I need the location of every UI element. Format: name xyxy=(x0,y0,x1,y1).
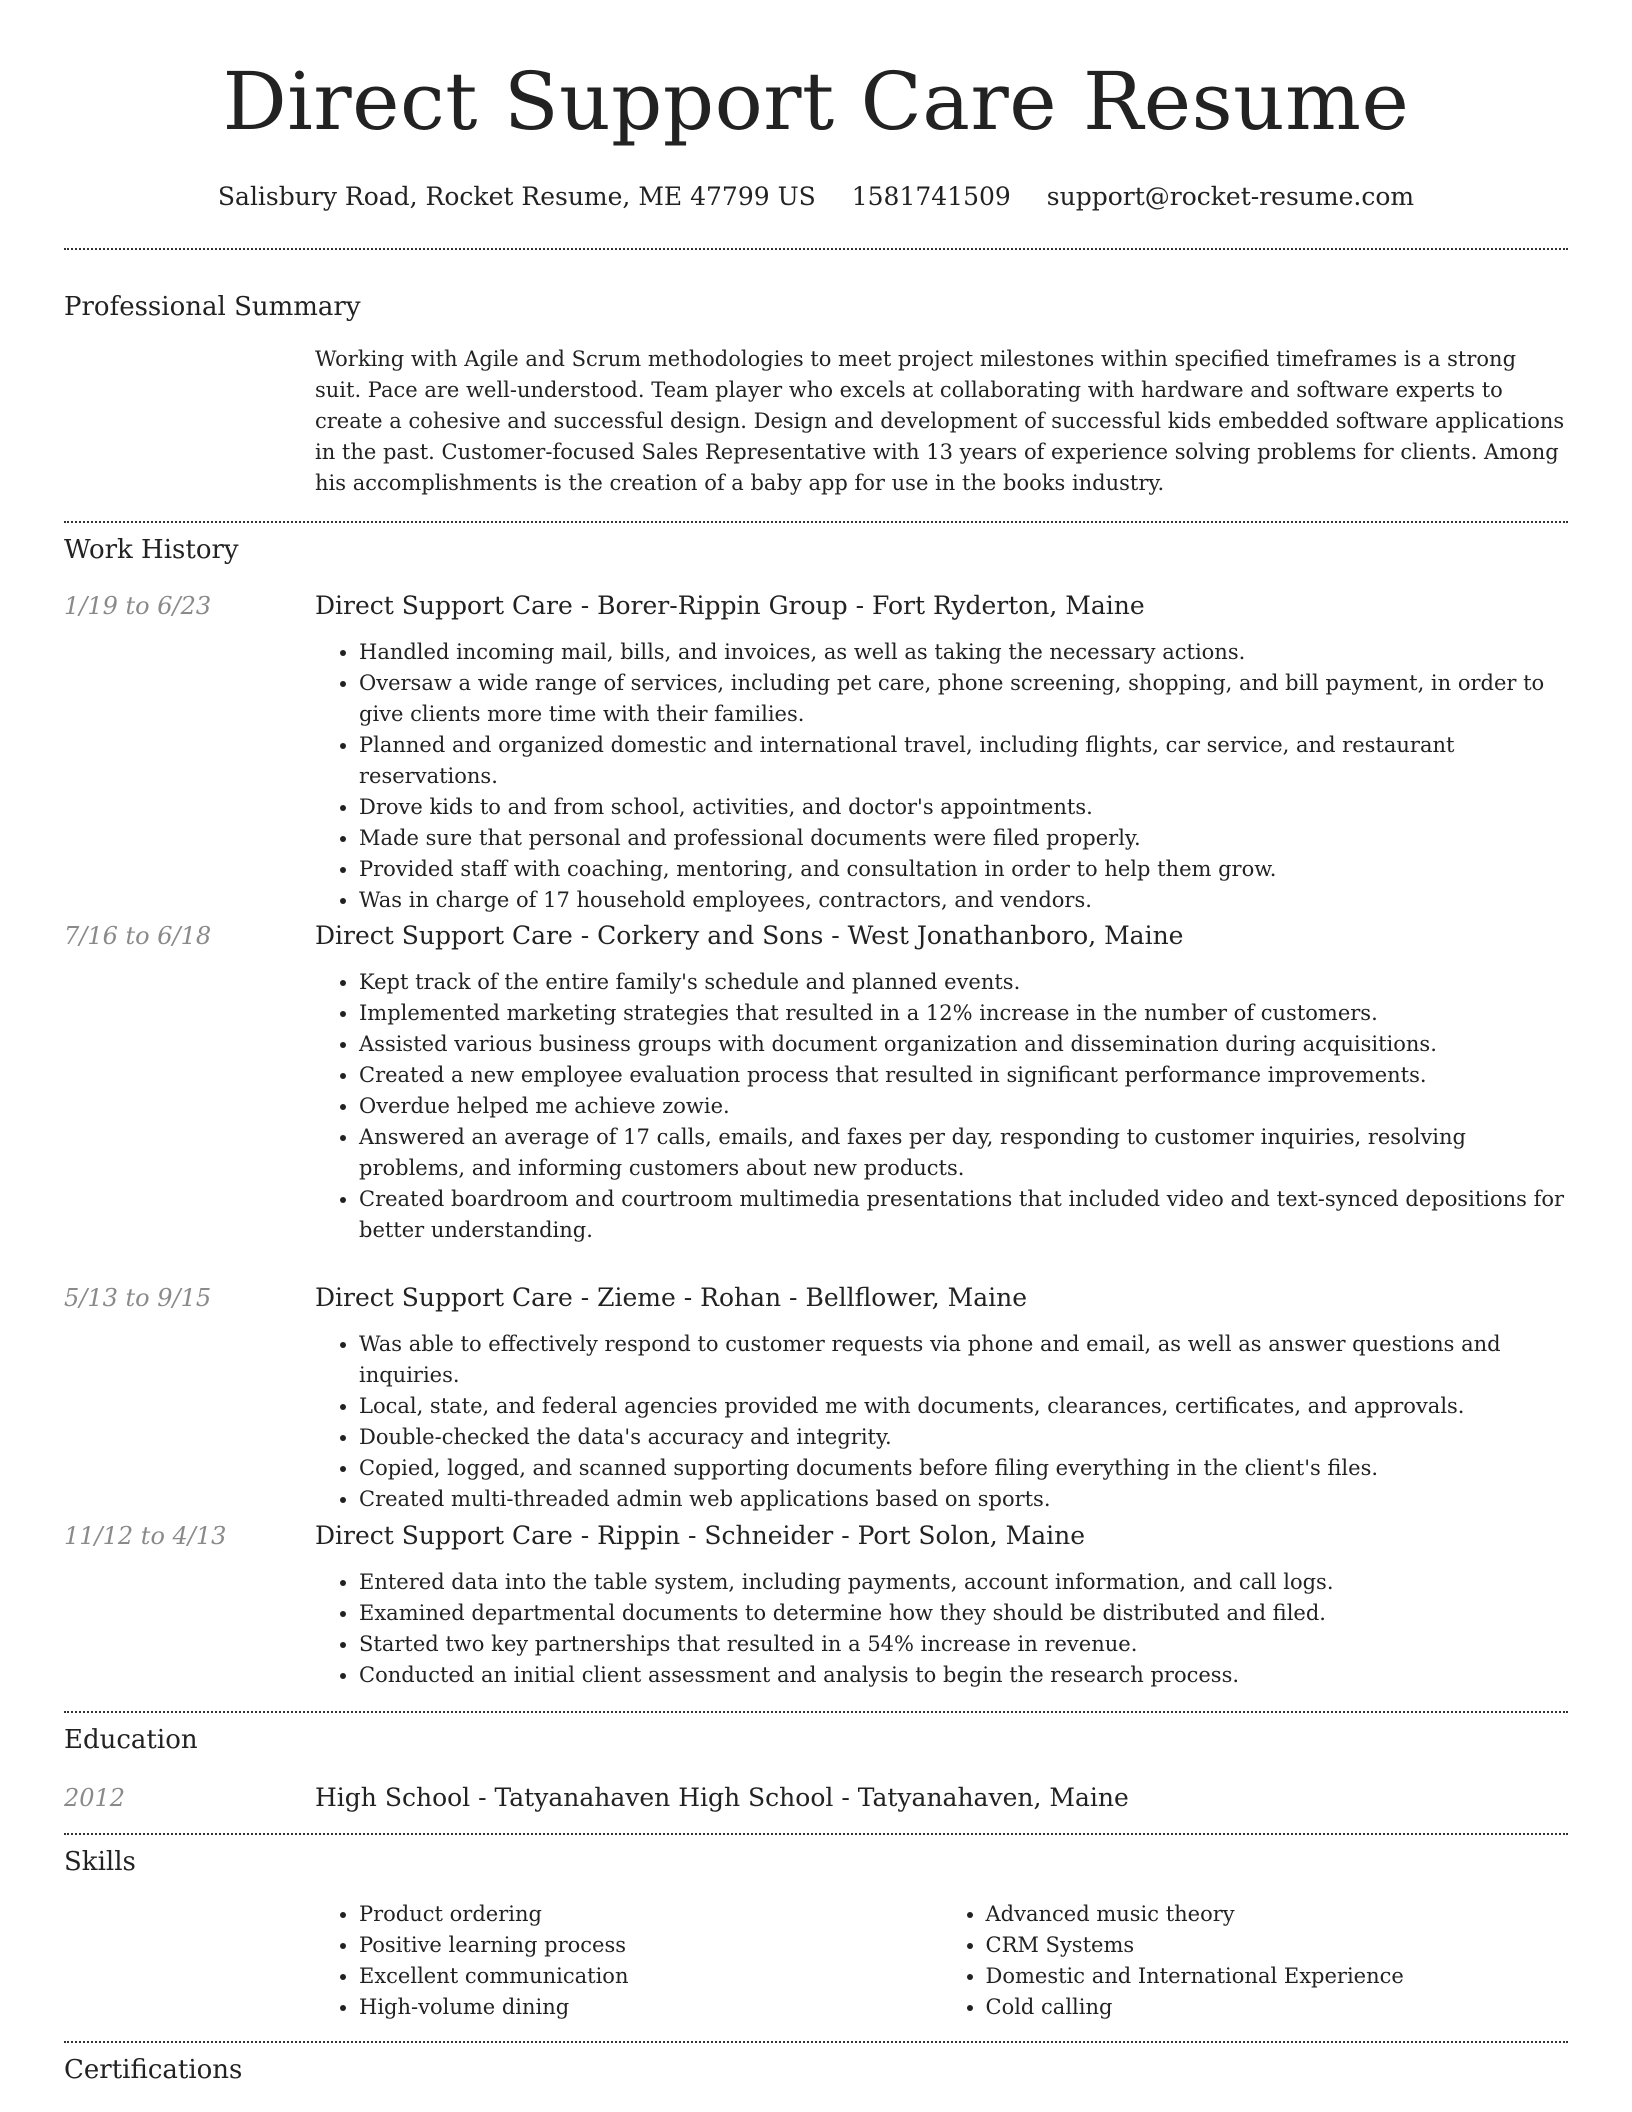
resume-header xyxy=(64,0,1568,214)
job-title: Direct Support Care - Zieme - Rohan - Bellflower, Maine xyxy=(315,1283,1028,1312)
bullet-item: • Created multi-threaded admin web applications based on sports. xyxy=(359,1484,1568,1515)
bullet-item: • Handled incoming mail, bills, and invoices, as well as taking the necessary actions. xyxy=(359,637,1568,668)
work-section xyxy=(64,523,1568,1711)
bullet-item: • Assisted various business groups with document organization and dissemination during acquisitions. xyxy=(359,1029,1568,1060)
job-date: 7/16 to 6/18 xyxy=(64,922,212,950)
job-bullets xyxy=(315,1567,1568,1691)
job-title: Direct Support Care - Rippin - Schneider - Port Solon, Maine xyxy=(315,1521,1086,1550)
bullet-item: • Implemented marketing strategies that resulted in a 12% increase in the number of customers. xyxy=(359,998,1568,1029)
skill-item: • Excellent communication xyxy=(359,1961,942,1992)
work-heading: Work History xyxy=(64,535,239,565)
job-entry xyxy=(64,1519,1568,1691)
bullet-item: • Created boardroom and courtroom multimedia presentations that included video and text-synced depositions for better understanding. xyxy=(359,1184,1568,1246)
skills-column xyxy=(942,1899,1569,2023)
job-bullets xyxy=(315,637,1568,916)
bullet-item: • Oversaw a wide range of services, including pet care, phone screening, shopping, and bill payment, in order to give clients more time with their families. xyxy=(359,668,1568,730)
skill-item: • Product ordering xyxy=(359,1899,942,1930)
job-date: 5/13 to 9/15 xyxy=(64,1284,212,1312)
skill-item: • Advanced music theory xyxy=(986,1899,1569,1930)
skills-section xyxy=(64,1835,1568,2041)
bullet-item: • Drove kids to and from school, activities, and doctor's appointments. xyxy=(359,792,1568,823)
summary-text: Working with Agile and Scrum methodologies to meet project milestones within specified timeframes is a strong suit. Pace are well-understood. Team player who excels at collaborating with hardware and software experts to create a cohesive and successful design. Design and development of successful kids embedded software applications in the past. Customer-focused Sales Representative with 13 years of experience solving problems for clients. Among his accomplishments is the creation of a baby app for use in the books industry. xyxy=(315,347,1565,495)
bullet-item: • Was in charge of 17 household employees, contractors, and vendors. xyxy=(359,885,1568,916)
resume-title: Direct Support Care Resume xyxy=(222,55,1410,148)
bullet-item: • Examined departmental documents to determine how they should be distributed and filed. xyxy=(359,1598,1568,1629)
bullet-item: • Kept track of the entire family's schedule and planned events. xyxy=(359,967,1568,998)
skill-item: • CRM Systems xyxy=(986,1930,1569,1961)
skill-item: • Positive learning process xyxy=(359,1930,942,1961)
skill-item: • Cold calling xyxy=(986,1992,1569,2023)
job-bullets xyxy=(315,1329,1568,1515)
education-entry xyxy=(64,1781,1568,1815)
education-heading: Education xyxy=(64,1725,198,1755)
certifications-heading: Certifications xyxy=(64,2055,243,2085)
bullet-item: • Answered an average of 17 calls, emails, and faxes per day, responding to customer inquiries, resolving problems, and informing customers about new products. xyxy=(359,1122,1568,1184)
job-entry xyxy=(64,589,1568,916)
job-title: Direct Support Care - Corkery and Sons - West Jonathanboro, Maine xyxy=(315,921,1184,950)
bullet-item: • Planned and organized domestic and international travel, including flights, car service, and restaurant reservations. xyxy=(359,730,1568,792)
contact-address: Salisbury Road, Rocket Resume, ME 47799 US xyxy=(217,182,816,211)
bullet-item: • Started two key partnerships that resulted in a 54% increase in revenue. xyxy=(359,1629,1568,1660)
contact-line xyxy=(64,180,1568,214)
skill-item: • High-volume dining xyxy=(359,1992,942,2023)
job-bullets xyxy=(315,967,1568,1246)
bullet-item: • Conducted an initial client assessment and analysis to begin the research process. xyxy=(359,1660,1568,1691)
bullet-item: • Local, state, and federal agencies provided me with documents, clearances, certificates, and approvals. xyxy=(359,1391,1568,1422)
skill-item: • Domestic and International Experience xyxy=(986,1961,1569,1992)
job-entry xyxy=(64,919,1568,1246)
contact-email: support@rocket-resume.com xyxy=(1046,182,1415,211)
job-date: 11/12 to 4/13 xyxy=(64,1522,227,1550)
education-section xyxy=(64,1713,1568,1833)
bullet-item: • Double-checked the data's accuracy and integrity. xyxy=(359,1422,1568,1453)
bullet-item: • Entered data into the table system, including payments, account information, and call logs. xyxy=(359,1567,1568,1598)
summary-heading: Professional Summary xyxy=(64,292,361,322)
bullet-item: • Provided staff with coaching, mentoring, and consultation in order to help them grow. xyxy=(359,854,1568,885)
job-entry xyxy=(64,1281,1568,1515)
bullet-item: • Copied, logged, and scanned supporting documents before filing everything in the client's files. xyxy=(359,1453,1568,1484)
bullet-item: • Made sure that personal and professional documents were filed properly. xyxy=(359,823,1568,854)
contact-phone: 1581741509 xyxy=(851,182,1011,211)
bullet-item: • Was able to effectively respond to customer requests via phone and email, as well as answer questions and inquiries. xyxy=(359,1329,1568,1391)
summary-section xyxy=(64,250,1568,521)
skills-list xyxy=(315,1899,1568,2023)
bullet-item: • Overdue helped me achieve zowie. xyxy=(359,1091,1568,1122)
job-title: Direct Support Care - Borer-Rippin Group - Fort Ryderton, Maine xyxy=(315,591,1145,620)
skills-column xyxy=(315,1899,942,2023)
bullet-item: • Created a new employee evaluation process that resulted in significant performance improvements. xyxy=(359,1060,1568,1091)
certifications-section xyxy=(64,2043,1568,2103)
job-date: 1/19 to 6/23 xyxy=(64,592,212,620)
education-date: 2012 xyxy=(64,1784,126,1812)
education-title: High School - Tatyanahaven High School - Tatyanahaven, Maine xyxy=(315,1783,1129,1812)
skills-heading: Skills xyxy=(64,1847,136,1877)
